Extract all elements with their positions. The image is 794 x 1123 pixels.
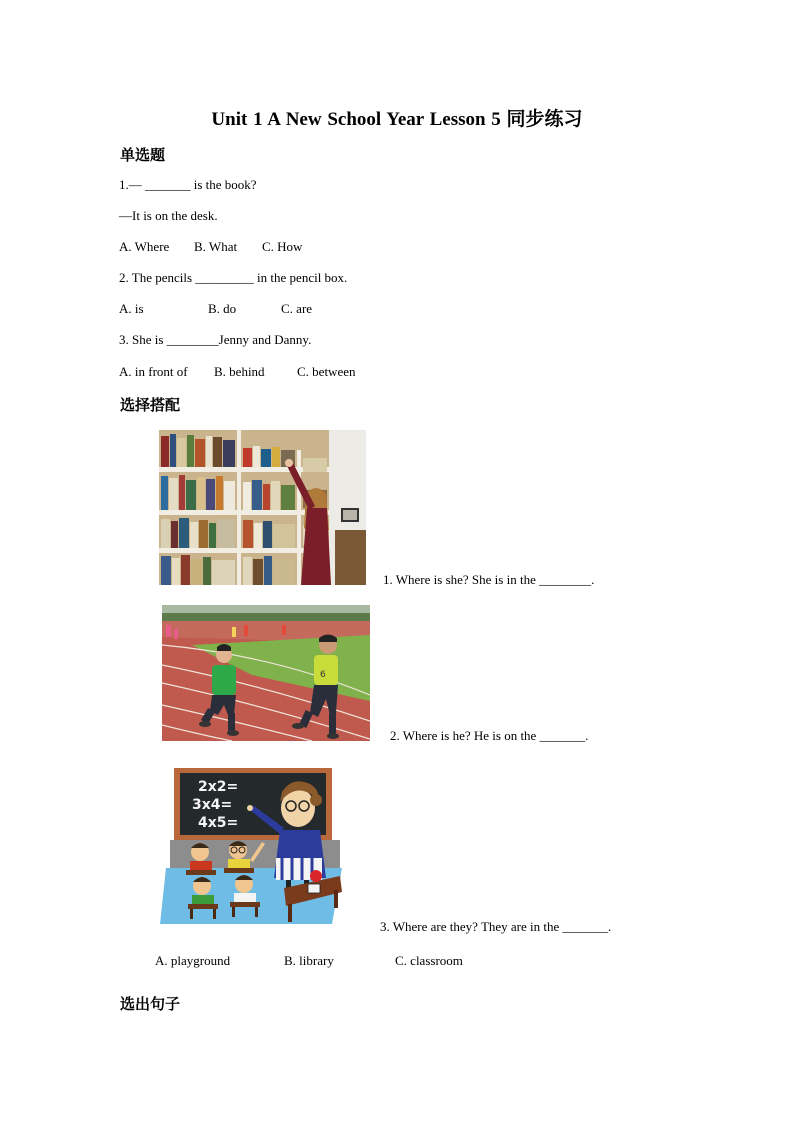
matching-option-a: A. playground xyxy=(155,953,231,968)
question-1-line-2: —It is on the desk. xyxy=(119,208,218,223)
question-1-line-1: 1.— _______ is the book? xyxy=(119,177,257,192)
question-3-option-b: B. behind xyxy=(214,364,265,379)
blackboard-line-3: 4x5= xyxy=(198,815,239,831)
question-2-option-a: A. is xyxy=(119,301,144,316)
question-2-option-b: B. do xyxy=(208,301,237,316)
question-1-option-b: B. What xyxy=(194,239,238,254)
matching-item-2: 2. Where is he? He is on the _______. xyxy=(390,728,589,743)
matching-option-c: C. classroom xyxy=(395,953,463,968)
question-3-option-c: C. between xyxy=(297,364,356,379)
question-2-line: 2. The pencils _________ in the pencil box. xyxy=(119,270,348,285)
question-1-option-a: A. Where xyxy=(119,239,170,254)
matching-item-3: 3. Where are they? They are in the _______. xyxy=(380,919,612,934)
blackboard-line-2: 3x4= xyxy=(192,797,233,813)
blackboard-line-1: 2x2= xyxy=(198,779,239,795)
question-1-options xyxy=(119,239,419,257)
question-2-options xyxy=(119,301,419,319)
section-heading-matching: 选择搭配 xyxy=(120,396,181,414)
question-3-options xyxy=(119,364,419,382)
classroom-image xyxy=(160,768,343,924)
svg-text:6: 6 xyxy=(320,670,326,680)
section-heading-single-choice: 单选题 xyxy=(120,146,166,164)
playground-image xyxy=(162,605,370,741)
question-3-option-a: A. in front of xyxy=(119,364,188,379)
question-1-option-c: C. How xyxy=(262,239,303,254)
matching-option-b: B. library xyxy=(284,953,334,968)
section-heading-choose-sentence: 选出句子 xyxy=(120,995,181,1013)
question-2-option-c: C. are xyxy=(281,301,313,316)
question-3-line: 3. She is ________Jenny and Danny. xyxy=(119,332,312,347)
page-title: Unit 1 A New School Year Lesson 5 同步练习 xyxy=(211,109,583,130)
library-image xyxy=(159,430,366,585)
matching-item-1: 1. Where is she? She is in the ________. xyxy=(383,572,595,587)
matching-options xyxy=(155,953,495,971)
